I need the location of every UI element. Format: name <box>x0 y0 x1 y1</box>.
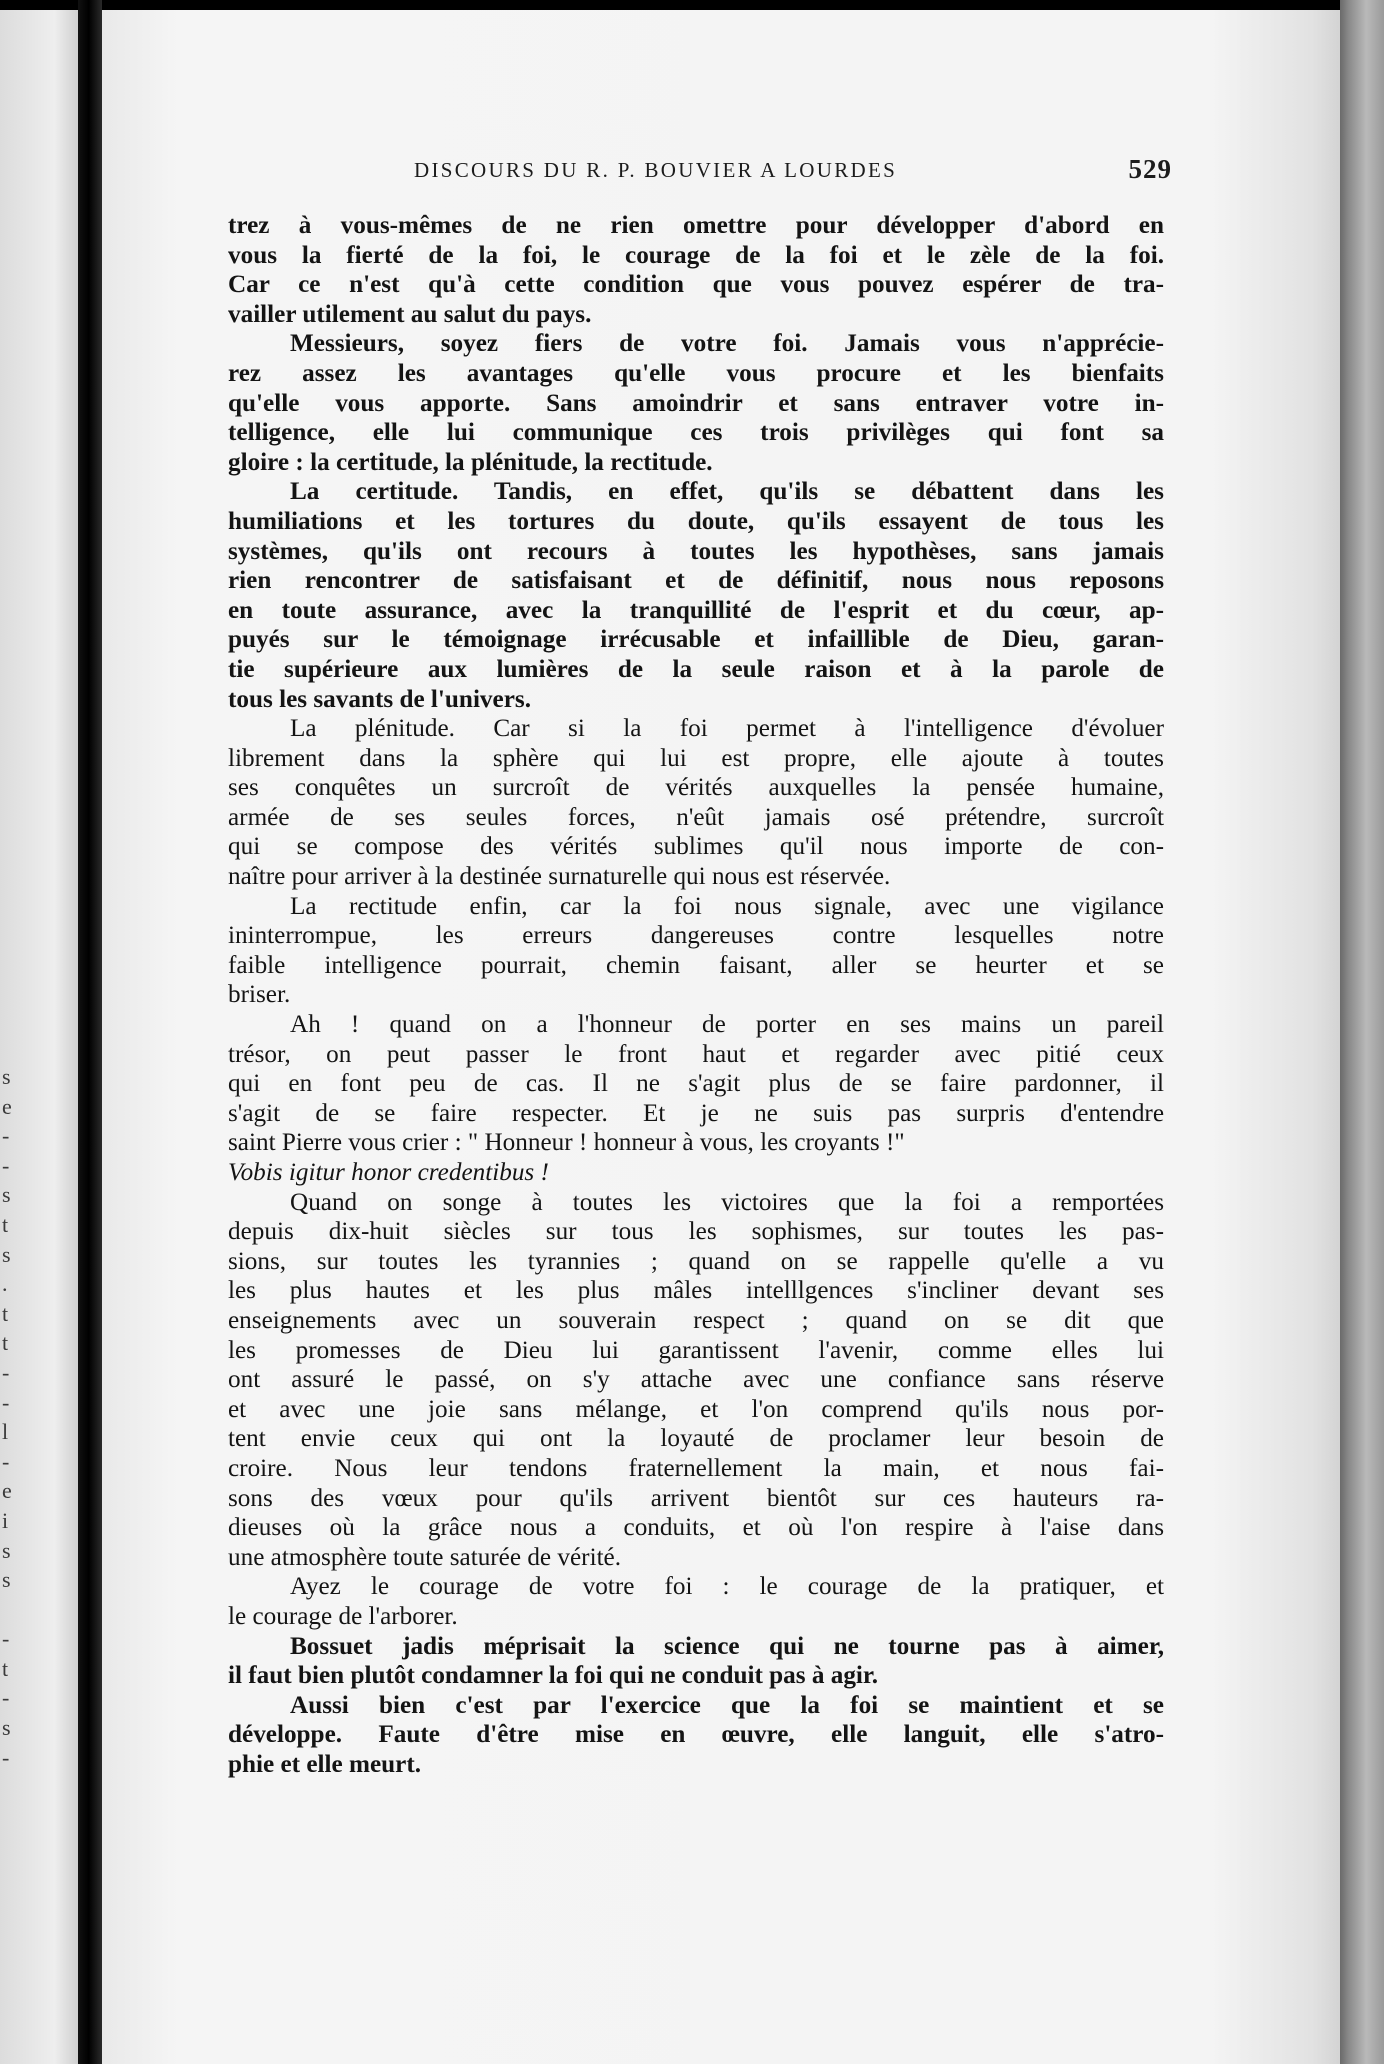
left-page-fragment: i <box>2 1507 9 1533</box>
text-line: depuis dix-huit siècles sur tous les sophismes, sur toutes les pas- <box>228 1218 1164 1246</box>
text-line: sions, sur toutes les tyrannies ; quand on se rappelle qu'elle a vu <box>228 1247 1164 1275</box>
text-line: Ayez le courage de votre foi : le courage de la pratiquer, et <box>290 1573 1164 1601</box>
text-line: tie supérieure aux lumières de la seule raison et à la parole de <box>228 655 1164 683</box>
text-line: ininterrompue, les erreurs dangereuses contre lesquelles notre <box>228 922 1164 950</box>
left-page-fragment: - <box>2 1123 10 1149</box>
text-line: librement dans la sphère qui lui est propre, elle ajoute à toutes <box>228 744 1164 772</box>
left-page-text-fragments <box>2 1062 22 1772</box>
text-line: tent envie ceux qui ont la loyauté de proclamer leur besoin de <box>228 1425 1164 1453</box>
left-page-fragment: l <box>2 1419 9 1445</box>
left-page-fragment: - <box>2 1359 10 1385</box>
left-page-fragment: s <box>2 1241 11 1267</box>
text-line: trez à vous-mêmes de ne rien omettre pour développer d'abord en <box>228 212 1164 239</box>
left-page-fragment: - <box>2 1744 10 1770</box>
text-line: trésor, on peut passer le front haut et regarder avec pitié ceux <box>228 1040 1164 1068</box>
left-page-fragment: t <box>2 1300 9 1326</box>
text-line: rez assez les avantages qu'elle vous procure et les bienfaits <box>228 359 1164 387</box>
left-page-edge <box>0 10 78 2064</box>
page-number: 529 <box>1128 154 1172 184</box>
text-line: enseignements avec un souverain respect ; quand on se dit que <box>228 1306 1164 1334</box>
left-page-fragment: - <box>2 1685 10 1711</box>
text-line: La plénitude. Car si la foi permet à l'intelligence d'évoluer <box>290 715 1164 743</box>
text-line: La rectitude enfin, car la foi nous signale, avec une vigilance <box>290 892 1164 920</box>
text-line: La certitude. Tandis, en effet, qu'ils se débattent dans les <box>290 478 1164 506</box>
text-line: qui en font peu de cas. Il ne s'agit plus de se faire pardonner, il <box>228 1070 1164 1098</box>
page-header <box>414 154 1172 192</box>
text-line: naître pour arriver à la destinée surnaturelle qui nous est réservée. <box>228 863 891 891</box>
text-line: tous les savants de l'univers. <box>228 685 531 713</box>
left-page-fragment: s <box>2 1715 11 1741</box>
left-page-fragment: . <box>2 1271 8 1297</box>
text-line: humiliations et les tortures du doute, qu'ils essayent de tous les <box>228 507 1164 535</box>
text-line: croire. Nous leur tendons fraternellement la main, et nous fai- <box>228 1454 1164 1482</box>
text-line: Ah ! quand on a l'honneur de porter en ses mains un pareil <box>290 1011 1164 1039</box>
text-line: telligence, elle lui communique ces trois privilèges qui font sa <box>228 419 1164 447</box>
left-page-fragment: - <box>2 1448 10 1474</box>
text-line: et avec une joie sans mélange, et l'on comprend qu'ils nous por- <box>228 1395 1164 1423</box>
left-page-fragment: s <box>2 1182 11 1208</box>
page-body-text <box>228 211 1164 1779</box>
left-page-fragment: t <box>2 1655 9 1681</box>
text-line: vous la fierté de la foi, le courage de la foi et le zèle de la foi. <box>228 241 1164 269</box>
text-line: saint Pierre vous crier : " Honneur ! honneur à vous, les croyants !" <box>228 1129 905 1157</box>
text-line: qu'elle vous apporte. Sans amoindrir et sans entraver votre in- <box>228 389 1164 417</box>
text-line: dieuses où la grâce nous a conduits, et où l'on respire à l'aise dans <box>228 1514 1164 1542</box>
text-line: les plus hautes et les plus mâles intelllgences s'incliner devant ses <box>228 1277 1164 1305</box>
left-page-fragment: t <box>2 1330 9 1356</box>
left-page-fragment <box>2 1595 22 1625</box>
text-line: Bossuet jadis méprisait la science qui ne tourne pas à aimer, <box>290 1632 1164 1660</box>
left-page-fragment: - <box>2 1152 10 1178</box>
left-page-fragment: - <box>2 1389 10 1415</box>
left-page-fragment: - <box>2 1626 10 1652</box>
left-page-fragment: s <box>2 1567 11 1593</box>
text-line: armée de ses seules forces, n'eût jamais osé prétendre, surcroît <box>228 803 1164 831</box>
text-line: Car ce n'est qu'à cette condition que vous pouvez espérer de tra- <box>228 271 1164 299</box>
text-line: vailler utilement au salut du pays. <box>228 300 592 328</box>
text-line: Vobis igitur honor credentibus ! <box>228 1159 549 1186</box>
left-page-fragment: e <box>2 1093 12 1119</box>
text-line: sons des vœux pour qu'ils arrivent bientôt sur ces hauteurs ra- <box>228 1484 1164 1512</box>
text-line: qui se compose des vérités sublimes qu'il nous importe de con- <box>228 833 1164 861</box>
left-page-fragment: t <box>2 1211 9 1237</box>
text-line: faible intelligence pourrait, chemin faisant, aller se heurter et se <box>228 951 1164 979</box>
text-line: systèmes, qu'ils ont recours à toutes les hypothèses, sans jamais <box>228 537 1164 565</box>
text-line: Messieurs, soyez fiers de votre foi. Jamais vous n'apprécie- <box>290 330 1164 358</box>
left-page-fragment: s <box>2 1064 11 1089</box>
book-gutter <box>78 0 102 2064</box>
text-line: Aussi bien c'est par l'exercice que la foi se maintient et se <box>290 1691 1164 1719</box>
left-page-fragment: e <box>2 1478 12 1504</box>
text-line: développe. Faute d'être mise en œuvre, elle languit, elle s'atro- <box>228 1721 1164 1749</box>
text-line: ont assuré le passé, on s'y attache avec une confiance sans réserve <box>228 1366 1164 1394</box>
text-line: rien rencontrer de satisfaisant et de définitif, nous nous reposons <box>228 567 1164 595</box>
text-line: les promesses de Dieu lui garantissent l'avenir, comme elles lui <box>228 1336 1164 1364</box>
text-line: puyés sur le témoignage irrécusable et infaillible de Dieu, garan- <box>228 626 1164 654</box>
right-page-edge <box>1340 0 1384 2064</box>
text-line: gloire : la certitude, la plénitude, la rectitude. <box>228 448 713 476</box>
text-line: briser. <box>228 981 291 1009</box>
text-line: en toute assurance, avec la tranquillité de l'esprit et du cœur, ap- <box>228 596 1164 624</box>
left-page-fragment: s <box>2 1537 11 1563</box>
text-line: s'agit de se faire respecter. Et je ne suis pas surpris d'entendre <box>228 1099 1164 1127</box>
text-line: le courage de l'arborer. <box>228 1602 458 1630</box>
text-line: une atmosphère toute saturée de vérité. <box>228 1543 622 1571</box>
running-head: DISCOURS DU R. P. BOUVIER A LOURDES <box>414 158 898 182</box>
text-line: phie et elle meurt. <box>228 1750 422 1778</box>
top-scan-border <box>0 0 1384 10</box>
text-line: ses conquêtes un surcroît de vérités auxquelles la pensée humaine, <box>228 774 1164 802</box>
text-line: Quand on songe à toutes les victoires que la foi a remportées <box>290 1188 1164 1216</box>
text-line: il faut bien plutôt condamner la foi qui ne conduit pas à agir. <box>228 1662 879 1690</box>
